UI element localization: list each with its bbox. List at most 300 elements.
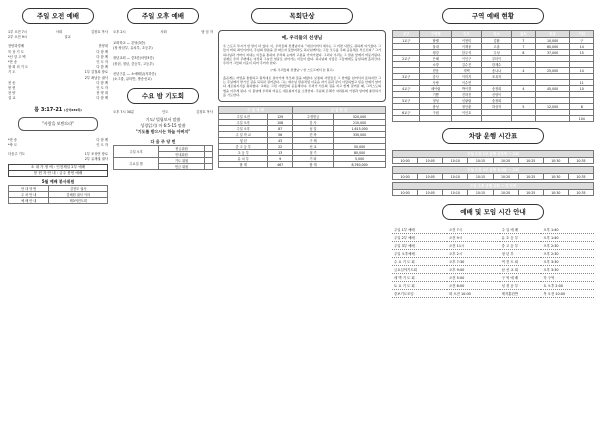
district-cell: 하상자 (482, 104, 512, 110)
district-cell: 이수연 (452, 80, 482, 86)
district-cell: 14 (570, 68, 594, 74)
bus-time: 10:00 (393, 174, 418, 180)
offering-table (218, 106, 386, 168)
duty-table (113, 145, 213, 170)
next-week-row-who: 2부 유재권 권사 (84, 157, 108, 162)
worship-order-list (8, 44, 108, 101)
bus-body (393, 158, 594, 164)
district-cell: 사랑 (420, 80, 452, 86)
bus-time-row (393, 174, 594, 180)
service-cell: 오후 2:30 (541, 250, 594, 258)
service-row (392, 282, 594, 290)
service-cell: 오후 1:40 (541, 226, 594, 234)
wednesday-reading: 성경읽기/ 마 6:5-15 말씀 (140, 123, 186, 129)
district-cell (535, 116, 570, 122)
order-row-item: *신 앙 고 백 (8, 54, 26, 59)
district-cell: 우성 (482, 50, 512, 56)
service-cell: 오전 9시 (447, 234, 500, 242)
service-cell: 오전 5:00 (447, 274, 500, 282)
bus-time: 10:30 (543, 174, 568, 180)
bus-time: 10:35 (568, 174, 593, 180)
bus-head (393, 167, 594, 174)
district-header: 장소 (482, 31, 512, 38)
bus-time: 10:00 (393, 158, 418, 164)
article-quote: ("예, 우리들의 선생님" / 한 스토프에서 쓴 원고) (270, 68, 334, 73)
district-section (392, 8, 594, 298)
district-cell: 10,000 (535, 38, 570, 44)
district-header: 헌금 (535, 31, 570, 38)
wednesday-time: 오후 7시 30분 (113, 109, 135, 114)
leader-slot: 2부 오전 9시 (8, 35, 28, 40)
service-cell: 남 선 교 회 (500, 266, 542, 274)
service-cell: 오전 11시 (447, 242, 500, 250)
offering-cell: 합 계 (292, 162, 333, 168)
district-header: 출석 (512, 31, 535, 38)
order-row-item: 찬 양 (8, 91, 16, 96)
bus-time-row (393, 158, 594, 164)
district-title: 구역 예배 현황 (442, 8, 544, 24)
district-cell: 15 (570, 50, 594, 56)
wednesday-prayer-ref: 기도/ 빌립보서 말씀 (145, 117, 181, 123)
bus-head-row (393, 167, 594, 174)
offering-cell: 주 일 학 교 (219, 132, 268, 138)
district-header: 인도 (452, 31, 482, 38)
district-cell: 물내 (420, 44, 452, 50)
staff-title: 5월 예배 봉사위원 (41, 179, 75, 185)
offering-cell: 467 (268, 162, 292, 168)
service-cell: 주일 1부 예배 (392, 226, 447, 234)
bus-time: 10:10 (443, 158, 468, 164)
order-row-item: *찬 송 (8, 60, 18, 65)
district-header: 교구 (393, 31, 420, 38)
district-cell (393, 116, 420, 122)
bus-time: 10:05 (418, 174, 443, 180)
service-cell: 각 구역 (541, 274, 594, 282)
offering-cell: 중 고 등 부 (219, 144, 268, 150)
service-cell: 중 고 등 부 (500, 242, 542, 250)
district-cell: 할렐 (420, 38, 452, 44)
district-cell: 11 (570, 80, 594, 86)
district-cell: 믿음 (420, 68, 452, 74)
location-info (113, 41, 213, 82)
district-cell: 1교구 (393, 38, 420, 44)
bus-head-row (393, 183, 594, 190)
scripture-reference (8, 106, 108, 113)
district-cell: 이인호 (452, 110, 482, 116)
district-cell: 2교구 (393, 56, 420, 62)
bus-head (393, 183, 594, 190)
offering-cell: 주일 오전 (219, 114, 268, 120)
district-cell: 7 (512, 44, 535, 50)
offering-cell: 108 (268, 120, 292, 126)
service-cell: 구 역 예 배 (500, 274, 542, 282)
offering-cell: 330,000 (334, 132, 386, 138)
leader-role: 설교 (64, 35, 71, 40)
bus-table (392, 182, 594, 196)
afternoon-role: 사회 (160, 30, 167, 34)
offering-cell: 520,000 (334, 114, 386, 120)
offering-cell: 8,760,000 (334, 162, 386, 168)
order-row-who: 다 함 께 (96, 54, 108, 59)
district-cell: 조옥자 (482, 74, 512, 80)
afternoon-slot: 오후 2시 (113, 30, 126, 34)
duty-title: 다 음 주 당 번 (150, 139, 176, 145)
bus-time: 10:15 (468, 174, 493, 180)
service-cell: 오후 3:30 (541, 258, 594, 266)
service-cell: 성 경 공 부 (500, 282, 542, 290)
bus-title: 차량 운행 시간표 (442, 128, 544, 144)
offering-cell: 1,615,000 (334, 126, 386, 132)
offering-cell: 5,000 (334, 156, 386, 162)
bus-time: 10:25 (518, 158, 543, 164)
service-cell: 유 초 등 부 (500, 234, 542, 242)
article-frame (218, 30, 386, 102)
duty-item: 헌금 위원 (159, 164, 204, 170)
offering-cell: 유 치 부 (219, 156, 268, 162)
service-cell: 주일 3부 예배 (392, 242, 447, 250)
service-cell: 주일 오후예배 (392, 250, 447, 258)
service-cell: 주일 2부 예배 (392, 234, 447, 242)
district-cell: 7 (512, 38, 535, 44)
sunday-morning-section (8, 8, 108, 204)
order-row-who: 2부 최남순 권사 (84, 75, 108, 80)
service-cell: 여 전 도 회 (500, 258, 542, 266)
staff-role: 예 배 안 내 (9, 198, 49, 204)
service-cell: 새 벽 기 도 회 (392, 274, 447, 282)
bus-body (393, 190, 594, 196)
bus-time: 10:05 (418, 190, 443, 196)
offering-head-left: 주 일 예 배 (219, 107, 293, 114)
district-cell: 8 (512, 50, 535, 56)
service-row (392, 234, 594, 242)
bus-route-label: 주일 오전 1부 운행 신당역 → 교회 (393, 151, 594, 158)
district-cell: 4 (512, 86, 535, 92)
order-row-who: 찬양대 (98, 44, 108, 49)
service-cell: 제자훈련반 (500, 290, 542, 298)
district-cell: 60,000 (535, 44, 570, 50)
service-cell: 오후 7:30 (447, 258, 500, 266)
bus-time: 10:25 (518, 174, 543, 180)
bus-schedule (392, 150, 594, 196)
service-row (392, 258, 594, 266)
district-cell: 25,000 (535, 68, 570, 74)
offering-cell: 56 (268, 132, 292, 138)
service-cell: 오전 6:00 (447, 282, 500, 290)
staff-row (9, 198, 108, 204)
district-cell: 고춘 (482, 44, 512, 50)
service-cell: 오후 2시 (447, 250, 500, 258)
article-body: 우 스토프 투시가 한 말이 더 있다. 이, 우리들의 선생님이여. "내년이어서 예수는 그 어떤 사람도 귀하게 여기셨다. 그들이 비록 죄인이어서, 주님의 말씀을 잘 따르지 못할지라도 하나님께서는 그들 모두를 주의 공동체로 부르신다." 그가 하나님과 가까이 지내는 이들을 통하여 우리의 눈에서 고통을 가져가셨다. 그러나 우리는 그 말씀 앞에서 머뭇거린다. 실제로 우리 주변에는 여전히 그늘진 얼굴로 살아가는 이들이 많다. 하나님의 사랑은 그들에게도 동일하게 흘러간다. 우리가 그들의 이웃이 되어 주어야 한다. (223, 44, 381, 66)
district-cell (482, 116, 512, 122)
bus-time: 10:35 (568, 190, 593, 196)
service-cell: 화 오전 10:00 (447, 290, 500, 298)
bus-table (392, 166, 594, 180)
duty-day: 주일 오후 (114, 146, 159, 158)
service-cell: 토 오후 2:00 (541, 282, 594, 290)
district-cell: 기쁨 (420, 92, 452, 98)
order-row-who: 다 함 께 (96, 96, 108, 101)
bus-time: 10:35 (568, 158, 593, 164)
district-cell: 이인구 (452, 56, 482, 62)
district-cell: 37,000 (535, 50, 570, 56)
offering-cell: 129 (268, 114, 292, 120)
offering-cell: 80,000 (334, 150, 386, 156)
district-cell: 이미지 (452, 74, 482, 80)
district-cell: 충성 (420, 104, 452, 110)
bus-head-row (393, 151, 594, 158)
offering-head-right: 십 일 헌 금 (292, 107, 385, 114)
district-row (393, 116, 594, 122)
district-cell: 14 (570, 44, 594, 50)
bus-head (393, 151, 594, 158)
district-cell: 한우석 (452, 50, 482, 56)
pastor-column-section (218, 8, 386, 168)
duty-day: 수요일 밤 (114, 158, 159, 170)
district-cell: 5교구 (393, 98, 420, 104)
service-cell: 토 요 기 도 회 (392, 282, 447, 290)
duty-item: 헌금위원 (159, 146, 204, 152)
offering-row (219, 162, 386, 168)
district-cell: 헤아림 (420, 86, 452, 92)
service-cell: 오후 2:30 (541, 242, 594, 250)
order-row (8, 96, 108, 101)
scripture-page-note: (신약239쪽) (64, 107, 82, 112)
order-row-item: 찬양과경배 (8, 44, 24, 49)
district-cell: 박이경 (452, 86, 482, 92)
district-cell (420, 116, 452, 122)
bus-time: 10:30 (543, 158, 568, 164)
district-cell (512, 116, 535, 122)
district-cell: 지백 (452, 68, 482, 74)
service-row (392, 266, 594, 274)
location-line: (청·장년부, 유치부, 초등부) (113, 46, 153, 51)
offering-cell: 주정헌금 (292, 114, 333, 120)
wednesday-leader: 김창호 목사 (196, 109, 213, 114)
order-row-who: 인 도 자 (96, 86, 108, 91)
service-times-title: 예배 및 모임 시간 안내 (442, 204, 544, 220)
location-line: 장년교회 — 중3층(마당3층) (113, 56, 154, 61)
offering-cell: 초 등 부 (219, 150, 268, 156)
service-row (392, 250, 594, 258)
leader-name: 김장호 목사 (91, 30, 108, 34)
bus-time: 10:25 (518, 190, 543, 196)
service-cell: 오후 9:00 (447, 266, 500, 274)
order-row-item: 설 교 (8, 96, 16, 101)
district-cell: 감사 (420, 74, 452, 80)
district-cell: 3교구 (393, 74, 420, 80)
district-cell: 신광림 (452, 98, 482, 104)
bus-time: 10:00 (393, 190, 418, 196)
offering-cell: 50,000 (334, 144, 386, 150)
bus-time: 10:20 (493, 158, 518, 164)
district-cell: 104 (570, 116, 594, 122)
offering-cell: 주일 오후 (219, 126, 268, 132)
district-cell: 소망 (420, 62, 452, 68)
order-row-who: 인 도 자 (96, 60, 108, 65)
district-cell: 4 (512, 68, 535, 74)
bus-route-label: 주일 오후 운행 교회 → 각 지역 (393, 183, 594, 190)
district-cell: 5 (512, 104, 535, 110)
district-cell: 평강 (420, 50, 452, 56)
service-cell: 청 년 부 (500, 250, 542, 258)
district-cell: 구 (570, 38, 594, 44)
bus-time: 10:30 (543, 190, 568, 196)
wednesday-sermon-title: "기도를 받으시는 하늘 아버지" (135, 129, 191, 135)
order-row-who: 다 함 께 (96, 80, 108, 85)
district-cell: 김환 (482, 38, 512, 44)
district-header: 구역명 (420, 31, 452, 38)
district-cell: 김수진 (452, 62, 482, 68)
district-cell: 10 (570, 86, 594, 92)
wednesday-leader-row (113, 110, 213, 115)
service-cell: 주 일 예 배 (500, 226, 542, 234)
leader-slot: 1부 오전 7시 (8, 30, 28, 34)
order-row-who: 다 함 께 (96, 49, 108, 54)
staff-name: 김현모 권사 (49, 186, 108, 192)
duty-blank (204, 164, 212, 170)
article-body-2: 올곧게는 자연을 통합하고 원칙대로 살아가며 부모의 뜻을 따랐다. 보통의 사람들은 그 한계를 넘어서지 못하지만 그는 주님께서 맡기신 길을 묵묵히 걸어갔다. 그는 예수님 말씀처럼 이웃을 자기 몸과 같이 사랑하였고 믿음 안에서 날마다 새로워지기를 원하였다. 교회는 그런 사람들의 공동체이다. 우리가 서로의 짐을 지고 함께 걸어갈 때, 그리스도의 법을 이루게 된다. 이 봄날에 우리의 마음도 새로워지기를 소망한다. 주님의 은혜가 여러분의 가정과 일터에 충만하기를 기도한다. (223, 75, 381, 97)
district-cell (452, 116, 482, 122)
service-cell: 오후 3:30 (541, 266, 594, 274)
service-cell: 오후 1:40 (541, 234, 594, 242)
location-line: 신년구분 — 소예배실(지하층) (113, 71, 156, 76)
offering-cell: 건 축 (292, 132, 333, 138)
staff-name: 김혜원 권사 이마 (49, 192, 108, 198)
afternoon-leader: 담 임 자 (201, 30, 213, 34)
offering-cell: 주일 오후 (219, 120, 268, 126)
service-cell: 수 요 기 도 회 (392, 258, 447, 266)
bus-time: 10:10 (443, 190, 468, 196)
sermon-title: "사람을 보받으라" (18, 117, 98, 131)
offering-cell: 청 년 (219, 138, 268, 144)
leader-role: 사회 (55, 30, 63, 34)
bus-time: 10:20 (493, 190, 518, 196)
district-cell: 한재수 (482, 62, 512, 68)
service-row (392, 226, 594, 234)
wednesday-role: 인도 (161, 109, 169, 114)
district-cell: 진하진 (452, 92, 482, 98)
next-week-row (8, 157, 108, 162)
order-row-item: 찬 송 (8, 80, 16, 85)
district-cell: 루터이 (482, 56, 512, 62)
district-header: 기타 (570, 31, 594, 38)
order-row-who: 찬 양 대 (96, 91, 108, 96)
staff-role: 주 차 안 내 (9, 192, 49, 198)
next-week-row-who: 1부 조상연 장로 (84, 152, 108, 157)
offering-cell: 13 (268, 150, 292, 156)
offering-cell: 십 일 (292, 126, 333, 132)
duty-item: 기도 위원 (159, 158, 204, 164)
district-cell: 4교구 (393, 86, 420, 92)
district-cell: 12,000 (535, 104, 570, 110)
bus-time: 10:15 (468, 158, 493, 164)
offering-cell: 절 기 (292, 150, 333, 156)
closing-row-who: 다 함 께 (96, 137, 108, 142)
location-line: 교회학교 — 본당(3층) (113, 41, 146, 46)
closing-row-who: 인 도 자 (96, 142, 108, 147)
offering-cell: 210,000 (334, 120, 386, 126)
closing-row-item: *찬 송 (8, 137, 18, 142)
service-times-table (392, 226, 594, 298)
sunday-afternoon-title: 주일 오후 예배 (127, 8, 199, 24)
bus-time-row (393, 190, 594, 196)
next-week-row-item: 다음주 기도 (8, 152, 25, 157)
district-cell: 신양이 (482, 92, 512, 98)
district-cell: 구원 (420, 110, 452, 116)
scripture-verse: 롬 3:17-21 (34, 106, 63, 113)
district-cell: 정성 (420, 98, 452, 104)
notice-line: 소 대 가 정 에 : 인천제일 2부 예배 (9, 165, 107, 171)
service-cell: 오전 7시 (447, 226, 500, 234)
offering-cell: 감 사 (292, 120, 333, 126)
service-cell: 금요심야기도회 (392, 266, 447, 274)
service-row (392, 242, 594, 250)
bus-time: 10:05 (418, 158, 443, 164)
bus-route-label: 주일 오전 2부 운행 동대문 → 교회 (393, 167, 594, 174)
staff-role: 안 내 당 번 (9, 186, 49, 192)
offering-cell: 합 계 (219, 162, 268, 168)
offering-cell: 선 교 (292, 144, 333, 150)
bus-time: 10:10 (443, 174, 468, 180)
offering-cell: 43 (268, 138, 292, 144)
district-cell: 송정희 (482, 86, 512, 92)
order-row-item: 묵 상 기 도 (8, 49, 24, 54)
location-line: (소그룹, 큐티반, 방송선교) (113, 76, 152, 81)
bus-table (392, 150, 594, 164)
district-cell: 정인춘 (452, 104, 482, 110)
district-cell: 8 (570, 104, 594, 110)
staff-table (8, 185, 108, 204)
next-week-prayer-list (8, 152, 108, 162)
sunday-morning-title: 주일 오전 예배 (22, 8, 94, 24)
duty-item: 안내위원 (159, 152, 204, 158)
article-title: 예, 우리들의 선생님 (281, 36, 323, 41)
district-cell: 6교구 (393, 110, 420, 116)
bus-time: 10:20 (493, 174, 518, 180)
district-cell: 은혜 (420, 56, 452, 62)
order-row-who: 1부 김철희 장로 (84, 70, 108, 75)
order-row-item: 기 도 (8, 70, 16, 75)
service-row (392, 290, 594, 298)
notice-line: 봉 헌 자 안 내 : 금주 봉헌 예배 (33, 171, 83, 176)
wednesday-prayer-title: 수요 밤 기도회 (127, 88, 199, 104)
district-cell: 송정희 (482, 98, 512, 104)
order-row-item: 봉 헌 (8, 86, 16, 91)
order-row-who: 다 함 께 (96, 65, 108, 70)
bus-time: 10:15 (468, 190, 493, 196)
district-cell: 송나나 (482, 68, 512, 74)
location-line: (장년, 청년, 중등부, 고등부) (113, 61, 154, 66)
offering-cell: 22 (268, 144, 292, 150)
offering-cell: 구 제 (292, 138, 333, 144)
sunday-afternoon-section (113, 8, 213, 170)
offering-cell: 9 (268, 156, 292, 162)
staff-name: 제3여전도회 (49, 198, 108, 204)
service-cell: 목 오전 10:00 (541, 290, 594, 298)
district-cell: 이재웅 (452, 44, 482, 50)
offering-cell: 기 타 (292, 156, 333, 162)
notice-box (8, 164, 108, 177)
district-cell: 45,000 (535, 86, 570, 92)
offering-cell: 87 (268, 126, 292, 132)
closing-order-list (8, 138, 108, 148)
pastor-column-title: 목회단상 (251, 8, 353, 24)
closing-row-item: *축 도 (8, 142, 18, 147)
order-row-item: 참 회 의 기 도 (8, 65, 29, 70)
service-row (392, 274, 594, 282)
district-table (392, 30, 594, 122)
service-cell: 중보기도모임 (392, 290, 447, 298)
